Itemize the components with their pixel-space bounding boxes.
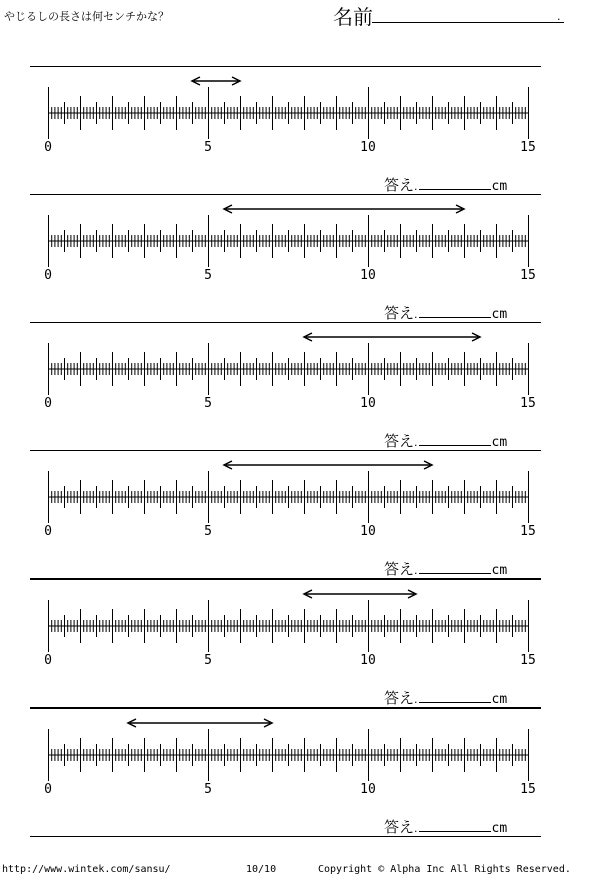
answer-label: 答え (384, 818, 415, 836)
ruler-diagram (0, 450, 616, 579)
ruler-label: 15 (520, 396, 536, 411)
name-field-line[interactable] (372, 22, 564, 23)
problem-2 (0, 194, 616, 323)
length-arrow (128, 719, 272, 727)
length-arrow (192, 77, 240, 85)
ruler-label: 0 (44, 782, 52, 797)
ruler-label: 10 (360, 524, 376, 539)
answer-blank[interactable] (419, 305, 491, 318)
answer-blank[interactable] (419, 819, 491, 832)
answer-field (384, 816, 507, 837)
answer-field (384, 430, 507, 451)
ruler-label: 5 (204, 396, 212, 411)
ruler-diagram (0, 708, 616, 837)
answer-unit: cm (491, 179, 508, 194)
answer-blank[interactable] (419, 690, 491, 703)
ruler-label: 15 (520, 653, 536, 668)
answer-field (384, 687, 507, 708)
answer-field (384, 558, 507, 579)
answer-unit: cm (491, 692, 508, 707)
problem-5 (0, 579, 616, 708)
length-arrow (304, 590, 416, 598)
footer-copyright: Copyright © Alpha Inc All Rights Reserved. (318, 864, 571, 875)
ruler-label: 0 (44, 396, 52, 411)
ruler-label: 5 (204, 524, 212, 539)
answer-label: 答え (384, 304, 415, 322)
ruler-label: 10 (360, 268, 376, 283)
answer-blank[interactable] (419, 561, 491, 574)
problem-1 (0, 66, 616, 195)
ruler-label: 0 (44, 524, 52, 539)
ruler-label: 10 (360, 782, 376, 797)
ruler-diagram (0, 579, 616, 708)
footer-page-number: 10/10 (246, 864, 277, 875)
ruler-label: 10 (360, 140, 376, 155)
answer-field (384, 302, 507, 323)
answer-label: 答え (384, 432, 415, 450)
answer-unit: cm (491, 821, 508, 836)
ruler-label: 5 (204, 140, 212, 155)
ruler-label: 0 (44, 268, 52, 283)
answer-dot: . (414, 564, 418, 577)
answer-label: 答え (384, 176, 415, 194)
ruler-label: 5 (204, 268, 212, 283)
ruler-label: 0 (44, 653, 52, 668)
answer-unit: cm (491, 435, 508, 450)
footer-url: http://www.wintek.com/sansu/ (2, 864, 171, 875)
length-arrow (304, 333, 480, 341)
ruler-label: 15 (520, 268, 536, 283)
answer-dot: . (414, 693, 418, 706)
ruler-label: 0 (44, 140, 52, 155)
ruler-label: 5 (204, 653, 212, 668)
answer-field (384, 174, 507, 195)
length-arrow (224, 461, 432, 469)
answer-dot: . (414, 436, 418, 449)
ruler-label: 15 (520, 140, 536, 155)
worksheet-title: やじるしの長さは何センチかな？ (4, 10, 169, 23)
name-label: 名前 (333, 5, 373, 29)
ruler-label: 10 (360, 653, 376, 668)
ruler-diagram (0, 322, 616, 451)
ruler-label: 15 (520, 524, 536, 539)
answer-dot: . (414, 180, 418, 193)
ruler-diagram (0, 66, 616, 195)
ruler-label: 15 (520, 782, 536, 797)
ruler-diagram (0, 194, 616, 323)
problem-3 (0, 322, 616, 451)
problem-4 (0, 450, 616, 579)
ruler-label: 10 (360, 396, 376, 411)
answer-dot: . (414, 822, 418, 835)
answer-unit: cm (491, 563, 508, 578)
problem-6 (0, 708, 616, 837)
length-arrow (224, 205, 464, 213)
separator-line (30, 836, 541, 837)
answer-label: 答え (384, 560, 415, 578)
answer-blank[interactable] (419, 433, 491, 446)
answer-label: 答え (384, 689, 415, 707)
answer-blank[interactable] (419, 177, 491, 190)
answer-unit: cm (491, 307, 508, 322)
ruler-label: 5 (204, 782, 212, 797)
answer-dot: . (414, 308, 418, 321)
name-dot: . (557, 10, 561, 23)
